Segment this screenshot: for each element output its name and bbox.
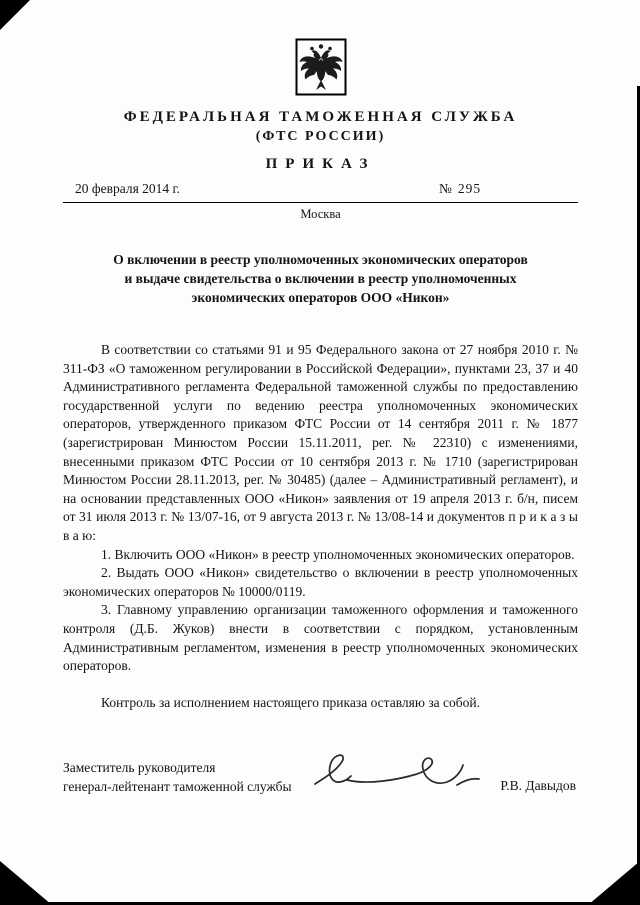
date-number-row: [63, 179, 578, 203]
organization-abbreviation: (ФТС РОССИИ): [255, 129, 386, 144]
emblem-container: [63, 38, 578, 101]
title-line: О включении в реестр уполномоченных экономических операторов: [113, 252, 528, 267]
document-type-heading: ПРИКАЗ: [265, 156, 376, 172]
city-label: Москва: [300, 207, 341, 221]
number-sign-label: №: [438, 181, 452, 196]
number-value: 295: [457, 181, 482, 196]
order-item-1: 1. Включить ООО «Никон» в реестр уполномоченных экономических операторов.: [101, 546, 575, 562]
document-number: [439, 181, 481, 197]
preamble-paragraph: В соответствии со статьями 91 и 95 Федерального закона от 27 ноября 2010 г. № 311-ФЗ «О таможенном регулировании в Российской Федерации», пунктами 23, 37 и 40 Административного регламента Федеральной таможенной службы по предоставлению государственной услуги по ведению реестра уполномоченных экономических операторов, утвержденного приказом ФТС России от 14 сентября 2011 г. № 1877 (зарегистрирован Минюстом России 15.11.2011, рег. № 22310) с изменениями, внесенными приказом ФТС России от 10 сентября 2013 г. № 1710 (зарегистрирован Минюстом России 28.11.2013, рег. № 30485) (далее – Административный регламент), и на основании представленных ООО «Никон» заявления от 19 апреля 2013 г. б/н, писем от 31 июля 2013 г. № 13/07-16, от 9 августа 2013 г. № 13/08-14 и документов п р и к а з ы в а ю:: [63, 342, 578, 543]
control-paragraph: Контроль за исполнением настоящего приказа оставляю за собой.: [101, 694, 480, 710]
signer-position-line: генерал-лейтенант таможенной службы: [63, 779, 292, 795]
signer-position: [63, 758, 292, 796]
scan-artifact-corner-top-left: [0, 0, 30, 30]
order-item-2: 2. Выдать ООО «Никон» свидетельство о включении в реестр уполномоченных экономических операторов № 10000/0119.: [63, 565, 578, 599]
title-line: экономических операторов ООО «Никон»: [191, 290, 450, 305]
order-text: [63, 341, 578, 712]
document-title: [63, 250, 578, 307]
scan-artifact-corner-bottom-right: [588, 861, 640, 905]
document-date: 20 февраля 2014 г.: [75, 181, 180, 196]
document-body: [63, 0, 578, 818]
signature-block: [63, 758, 578, 818]
handwritten-signature-icon: [305, 748, 490, 806]
double-headed-eagle-emblem-icon: [295, 38, 347, 96]
organization-name: ФЕДЕРАЛЬНАЯ ТАМОЖЕННАЯ СЛУЖБА: [123, 109, 518, 125]
signer-name: Р.В. Давыдов: [500, 778, 576, 794]
title-line: и выдаче свидетельства о включении в реестр уполномоченных: [124, 271, 517, 286]
order-item-3: 3. Главному управлению организации таможенного оформления и таможенного контроля (Д.Б. Жуков) внести в соответствии с порядком, установленным Административным регламентом, изменения в реестр уполномоченных экономических операторов.: [63, 602, 578, 674]
scan-artifact-corner-bottom-left: [0, 861, 52, 905]
signer-position-line: Заместитель руководителя: [63, 760, 216, 776]
